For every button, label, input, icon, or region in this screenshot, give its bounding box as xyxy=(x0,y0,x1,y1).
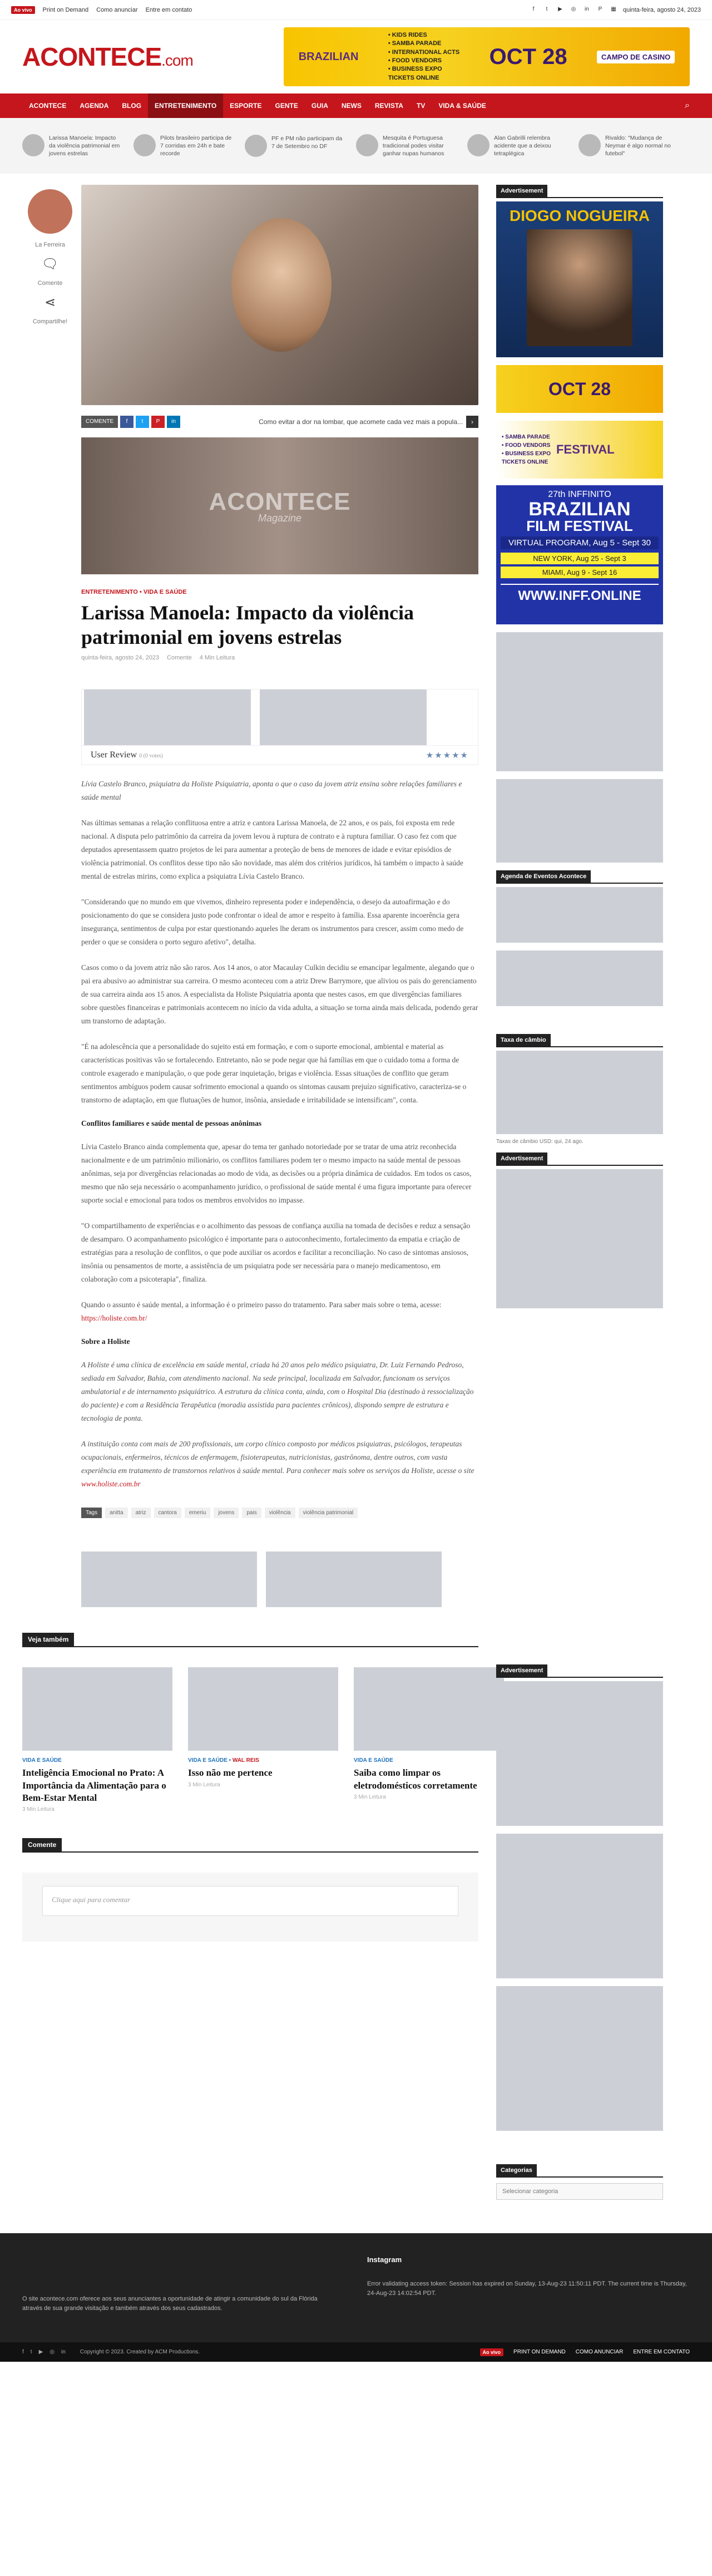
author-name[interactable]: La Ferreira xyxy=(35,242,65,248)
cambio-widget[interactable] xyxy=(496,1051,663,1134)
categories-title: Categorias xyxy=(496,2164,663,2178)
iff-title: BRAZILIAN xyxy=(528,499,631,520)
tag[interactable]: emeriu xyxy=(185,1508,211,1518)
twitter-icon[interactable]: t xyxy=(546,6,548,12)
review-votes: 0 (0 votes) xyxy=(139,752,163,759)
agenda-title: Agenda de Eventos Acontece xyxy=(496,870,663,884)
paragraph: Lívia Castelo Branco ainda complementa que, apesar do tema ter ganhado notoriedade por se tratar de uma atriz reconhecida nacionalmente e de um patrimônio milionário, os conflitos familiares podem ter o mesmo impacto na saúde mental de pessoas anônimas, seja por divergências relacionadas ao modo de vida, as decisões ou a própria dinâmica de cuidados. Em todos os casos, mesmo que não seja necessário o acompanhamento jurídico, o profissional de saúde mental é uma figura importante para oferecer suporte social e emocional para todos os membros envolvidos no impasse. xyxy=(81,1142,472,1205)
comment-box xyxy=(22,1873,478,1942)
hero-image xyxy=(81,185,478,405)
ticker-item[interactable]: PF e PM não participam da 7 de Setembro no DF xyxy=(245,135,345,157)
ticker-thumb xyxy=(467,134,490,156)
instagram-icon[interactable]: ◎ xyxy=(571,6,576,12)
nav-item-vida-saude[interactable]: VIDA & SAÚDE xyxy=(438,102,486,110)
comment-input[interactable]: Clique aqui para comentar xyxy=(42,1886,458,1916)
article-categories[interactable]: ENTRETENIMENTO • VIDA E SAÚDE xyxy=(81,589,187,595)
copyright: Copyright © 2023. Created by ACM Productions. xyxy=(80,2349,200,2355)
paragraph: Nas últimas semanas a relação conflituosa entre a atriz e cantora Larissa Manoela, de 22 anos, e os pais, foi exposta em rede nacional. A disputa pelo patrimônio da carreira da jovem levou à ruptura de contrato e à ruptura familiar. O caso fez com que deputados apresentassem quatro projetos de lei para aumentar a proteção de bens de menores de idade e evitar episódios de violência patrimonial. Os conflitos desse tipo não são novidade, mas além dos critérios jurídicos, há também o impacto à saúde mental de estrelas mirins, como explica a psiquiatra Lívia Castelo Branco. xyxy=(81,818,463,880)
share-column xyxy=(22,185,78,1607)
comment-button[interactable]: COMENTE xyxy=(81,416,118,428)
subheading: Conflitos familiares e saúde mental de pessoas anônimas xyxy=(81,1119,262,1128)
iff-miami: MIAMI, Aug 9 - Sept 16 xyxy=(501,567,659,578)
paragraph: "É na adolescência que a personalidade do sujeito está em formação, e com o suporte emocional, ambiental e material as características positivas vão se fortalecendo. Entretanto, não se pode negar que há famílias em que o cuidado toma a forma de controle exagerado e manipulação, o que pode gerar inquietação, brigas e violência. Essas situações de conflito que geram sentimentos ambíguos podem causar sofrimento emocional a quando os sintomas causam prejuízo significativo, caracteriza-se o transtorno de adaptação, em que flutuações de humor, insônia, ansiedade e irritabilidade se intensificam", conta. xyxy=(81,1042,467,1105)
nav-item-guia[interactable]: GUIA xyxy=(311,102,328,110)
side-banner-ad-2[interactable] xyxy=(496,421,663,479)
youtube-icon[interactable]: ▶ xyxy=(558,6,562,12)
linkedin-share-icon[interactable]: in xyxy=(167,416,180,428)
banner-list: • KIDS RIDES • SAMBA PARADE • INTERNATIONAL ACTS • FOOD VENDORS • BUSINESS EXPO TICKETS ONLINE xyxy=(388,31,460,81)
tags xyxy=(81,1508,478,1518)
article-lead: Lívia Castelo Branco, psiquiatra da Holiste Psiquiatria, aponta o que o caso da jovem atriz ensina sobre relações familiares e saúde mental xyxy=(81,779,462,801)
tag[interactable]: jovens xyxy=(214,1508,239,1518)
facebook-icon[interactable]: f xyxy=(22,2349,24,2355)
related-title[interactable]: Isso não me pertence xyxy=(188,1767,273,1779)
comment-heading: Comente xyxy=(22,1838,478,1853)
article-read-time: 4 Min Leitura xyxy=(199,654,235,661)
feature-image: ACONTECE Magazine xyxy=(81,437,478,574)
holiste-link[interactable]: https://holiste.com.br/ xyxy=(81,1314,147,1323)
review-box xyxy=(81,689,478,765)
print-on-demand-link[interactable]: Print on Demand xyxy=(42,6,89,13)
related-card[interactable] xyxy=(188,1667,338,1812)
iff-edition: 27th INFFINITO xyxy=(548,490,611,499)
ad-slot[interactable] xyxy=(496,1834,663,1978)
ad-slot[interactable] xyxy=(81,1551,257,1607)
ad-slot[interactable] xyxy=(266,1551,442,1607)
article-meta xyxy=(81,654,478,661)
instagram-icon[interactable]: ◎ xyxy=(50,2349,55,2355)
related-thumb[interactable] xyxy=(188,1667,338,1751)
film-festival-ad[interactable] xyxy=(496,485,663,624)
nav-item-gente[interactable]: GENTE xyxy=(275,102,298,110)
calendar-icon: ▦ xyxy=(611,6,616,12)
share-label[interactable]: Compartilhe! xyxy=(32,318,68,325)
related-category[interactable]: VIDA E SAÚDE • WAL REIS xyxy=(188,1757,259,1764)
next-arrow-icon[interactable]: › xyxy=(466,416,478,428)
banner-brand: BRAZILIAN xyxy=(298,50,359,63)
instagram-title: Instagram xyxy=(367,2255,402,2264)
related-meta: 3 Min Leitura xyxy=(22,1806,55,1812)
related-heading: Veja também xyxy=(22,1633,478,1647)
ticker-item[interactable]: Larissa Manoela: Impacto da violência patrimonial em jovens estrelas xyxy=(22,134,122,158)
ticker-item[interactable]: Alan Gabrilli relembra acidente que a deixou tetraplégica xyxy=(467,134,567,158)
poster-name: DIOGO NOGUEIRA xyxy=(509,207,650,224)
ad-slot[interactable] xyxy=(496,1169,663,1308)
ticker-thumb xyxy=(245,135,267,157)
comment-icon[interactable]: 🗨 xyxy=(41,257,59,272)
pinterest-share-icon[interactable]: P xyxy=(151,416,165,428)
agenda-slot[interactable] xyxy=(496,950,663,1006)
related-thumb[interactable] xyxy=(354,1667,504,1751)
banner2-list: • SAMBA PARADE • FOOD VENDORS • BUSINESS EXPO TICKETS ONLINE xyxy=(502,434,551,465)
paragraph: Casos como o da jovem atriz não são raros. Aos 14 anos, o ator Macaulay Culkin decidiu se emancipar legalmente, alegando que o pai era abusivo ao administrar sua carreira. O mesmo aconteceu com a atriz Drew Barrymore, que aliviou os pais do gerenciamento de sua carreira ainda aos 15 anos. A especialista da Holiste Psiquiatria aponta que nestes casos, em que divergências familiares sobre questões financeiras e patrimoniais acontecem no início da vida adulta, a situação se torna ainda mais delicada, podendo gerar um transtorno de adaptação. xyxy=(81,963,478,1026)
live-badge[interactable]: Ao vivo xyxy=(480,2348,504,2356)
review-ad-right[interactable] xyxy=(260,689,427,745)
share-bar xyxy=(81,410,478,434)
related-title[interactable]: Inteligência Emocional no Prato: A Importância da Alimentação para o Bem-Estar Mental xyxy=(22,1767,166,1803)
paragraph-cta: Quando o assunto é saúde mental, a informação é o primeiro passo do tratamento. Para saber mais sobre o tema, acesse: https://holiste.com.br/ xyxy=(81,1301,442,1323)
ad-title: Advertisement xyxy=(496,1152,663,1166)
iff-subtitle: FILM FESTIVAL xyxy=(526,518,633,534)
banner-date: OCT 28 xyxy=(489,44,567,69)
facebook-icon[interactable]: f xyxy=(532,6,535,12)
instagram-error: Error validating access token: Session has expired on Sunday, 13-Aug-23 11:50:11 PDT. The current time is Thursday, 24-Aug-23 14:02:54 PDT. xyxy=(367,2281,687,2297)
ticker-item[interactable]: Rivaldo: "Mudança de Neymar é algo normal no futebol" xyxy=(578,134,679,158)
paragraph: "Considerando que no mundo em que vivemos, dinheiro representa poder e independência, o desejo da autoafirmação e do posicionamento do que se considera justo pode confrontar o ideal de amor e respeito à família. Essa aparente incoerência gera insegurança, sentimentos de culpa por estar questionando aqueles lhe deram os instrumentos para crescer, assim como medo de perder o que se considera o porto seguro afetivo", detalha. xyxy=(81,897,464,946)
bottom-bar xyxy=(0,2342,712,2362)
nav-item-revista[interactable]: REVISTA xyxy=(374,102,403,110)
review-stars-icon[interactable]: ★★★★★ xyxy=(426,750,469,760)
tags-label: Tags xyxy=(81,1508,102,1518)
banner-cta: CAMPO DE CASINO xyxy=(597,51,675,63)
poster-ad[interactable] xyxy=(496,201,663,357)
review-label: User Review xyxy=(91,750,137,760)
poster-photo xyxy=(527,229,632,346)
ticker-item[interactable]: Pilots brasileiro participa de 7 corridas em 24h e bate recorde xyxy=(134,134,234,158)
article-body xyxy=(81,777,478,1491)
ad-slot[interactable] xyxy=(496,1986,663,2131)
related-title[interactable]: Saiba como limpar os eletrodomésticos corretamente xyxy=(354,1767,477,1791)
top-bar xyxy=(0,0,712,20)
related-category[interactable]: VIDA E SAÚDE xyxy=(354,1757,393,1764)
holiste-site-link[interactable]: www.holiste.com.br xyxy=(81,1480,141,1489)
related-thumb[interactable] xyxy=(22,1667,172,1751)
nav-item-entretenimento[interactable]: ENTRETENIMENTO xyxy=(148,93,223,118)
side-banner-ad[interactable]: OCT 28 xyxy=(496,365,663,413)
article-date: quinta-feira, agosto 24, 2023 xyxy=(81,654,160,661)
review-ad-left[interactable] xyxy=(84,689,251,745)
facebook-share-icon[interactable]: f xyxy=(120,416,134,428)
how-to-advertise-link[interactable]: Como anunciar xyxy=(96,6,138,13)
paragraph: A Holiste é uma clínica de excelência em saúde mental, criada há 20 anos pelo médico psiquiatra, Dr. Luiz Fernando Pedroso, sediada em Salvador, Bahia, com atendimento nacional. Na sede principal, localizada em Salvador, funcionam os serviços ambulatorial e de internamento psiquiátrico. A estrutura da clínica conta, ainda, com o Hospital Dia (destinado à ressocialização do paciente) e com a Residência Terapêutica (moradia assistida para pacientes crônicos), dispondo sempre de estrutura e tecnologia de ponta. xyxy=(81,1361,474,1423)
main-nav xyxy=(0,93,712,118)
ad-slot[interactable] xyxy=(496,632,663,771)
iff-ny: NEW YORK, Aug 25 - Sept 3 xyxy=(501,553,659,564)
news-ticker xyxy=(0,118,712,174)
related-list xyxy=(22,1667,478,1812)
footer-print-link[interactable]: PRINT ON DEMAND xyxy=(513,2349,566,2355)
sidebar xyxy=(496,185,663,2200)
article-title: Larissa Manoela: Impacto da violência patrimonial em jovens estrelas xyxy=(81,602,414,648)
footer-contact-link[interactable]: ENTRE EM CONTATO xyxy=(633,2349,690,2355)
nav-item-esporte[interactable]: ESPORTE xyxy=(230,102,262,110)
tag[interactable]: anitta xyxy=(105,1508,127,1518)
paragraph: A instituição conta com mais de 200 profissionais, um corpo clínico composto por médicos psiquiatras, psicólogos, terapeutas ocupacionais, enfermeiros, técnicos de enfermagem, fisioterapeutas, nutricionistas, gastrônoma, dentre outros, com vasta experiência em tratamento de transtornos relativos à saúde mental. Para conhecer mais sobre os serviços da Holiste, acesse o site www.holiste.com.br xyxy=(81,1440,474,1489)
related-card[interactable] xyxy=(354,1667,504,1812)
ad-title: Advertisement xyxy=(496,1664,663,1678)
related-category[interactable]: VIDA E SAÚDE xyxy=(22,1757,62,1764)
site-logo[interactable]: ACONTECE.com xyxy=(22,42,193,71)
footer-about: O site acontece.com oferece aos seus anunciantes a oportunidade de atingir a comunidade do sul da Flórida através de sua grande visitação e também através dos seus cadastrados. xyxy=(22,2296,318,2312)
next-article-link[interactable]: Como evitar a dor na lombar, que acomete cada vez mais a popula... xyxy=(259,418,463,426)
ticker-thumb xyxy=(356,134,378,156)
nav-item-tv[interactable]: TV xyxy=(416,102,426,110)
date-text: quinta-feira, agosto 24, 2023 xyxy=(622,6,701,13)
pinterest-icon[interactable]: P xyxy=(598,6,602,12)
ticker-item[interactable]: Mesquita é Portuguesa tradicional podes visitar ganhar nupas humanos xyxy=(356,134,456,158)
twitter-icon[interactable]: t xyxy=(30,2349,32,2355)
article-comments-link[interactable]: Comente xyxy=(167,654,192,661)
categories-select[interactable]: Selecionar categoria xyxy=(496,2183,663,2200)
site-footer xyxy=(0,2233,712,2342)
nav-item-acontece[interactable]: ACONTECE xyxy=(29,102,67,110)
ticker-thumb xyxy=(134,134,156,156)
ticker-thumb xyxy=(578,134,601,156)
nav-item-news[interactable]: NEWS xyxy=(341,102,362,110)
linkedin-icon[interactable]: in xyxy=(585,6,589,12)
tag[interactable]: atriz xyxy=(131,1508,151,1518)
iff-url: WWW.INFF.ONLINE xyxy=(501,584,659,604)
cambio-title: Taxa de câmbio xyxy=(496,1034,663,1047)
agenda-slot[interactable] xyxy=(496,887,663,943)
site-header xyxy=(0,20,712,93)
tag[interactable]: pais xyxy=(242,1508,261,1518)
live-badge[interactable]: Ao vivo xyxy=(11,6,35,14)
nav-item-blog[interactable]: BLOG xyxy=(122,102,142,110)
footer-advertise-link[interactable]: COMO ANUNCIAR xyxy=(575,2349,624,2355)
ticker-thumb xyxy=(22,134,44,156)
share-icon[interactable]: ⋖ xyxy=(44,295,56,310)
bottom-ads xyxy=(81,1551,478,1607)
tag[interactable]: violência xyxy=(265,1508,295,1518)
ad-slot[interactable] xyxy=(496,779,663,863)
contact-link[interactable]: Entre em contato xyxy=(145,6,192,13)
linkedin-icon[interactable]: in xyxy=(61,2349,66,2355)
related-meta: 3 Min Leitura xyxy=(188,1781,220,1788)
paragraph: "O compartilhamento de experiências e o acolhimento das pessoas de confiança auxilia na tomada de decisões e reduz a sensação de desamparo. O acompanhamento psicológico é importante para o autoconhecimento, fortalecimento da empatia e criação de estratégias para a resolução de conflitos, o que pode auxiliar os acordos e facilitar a reconciliação. No caso de sintomas ansiosos, insônia ou pensamentos de morte, a assistência de um psiquiatra pode ser necessária para o manejo medicamentoso, em colaboração com a psicoterapia", finaliza. xyxy=(81,1221,471,1284)
iff-virtual: VIRTUAL PROGRAM, Aug 5 - Sept 30 xyxy=(501,536,659,549)
banner2-right: FESTIVAL xyxy=(556,442,615,456)
nav-item-agenda[interactable]: AGENDA xyxy=(80,102,109,110)
ad-title: Advertisement xyxy=(496,185,663,198)
comment-label[interactable]: Comente xyxy=(37,280,63,287)
twitter-share-icon[interactable]: t xyxy=(136,416,149,428)
youtube-icon[interactable]: ▶ xyxy=(38,2349,43,2355)
search-icon[interactable]: ⌕ xyxy=(685,101,690,110)
author-avatar[interactable] xyxy=(28,189,72,234)
tag[interactable]: cantora xyxy=(154,1508,181,1518)
cambio-text: Taxas de câmbio USD: qui, 24 ago. xyxy=(496,1139,584,1145)
header-banner-ad[interactable] xyxy=(284,27,690,86)
related-meta: 3 Min Leitura xyxy=(354,1794,386,1800)
related-card[interactable] xyxy=(22,1667,172,1812)
subheading: Sobre a Holiste xyxy=(81,1337,130,1346)
tag[interactable]: violência patrimonial xyxy=(299,1508,358,1518)
ad-slot[interactable] xyxy=(496,1681,663,1826)
